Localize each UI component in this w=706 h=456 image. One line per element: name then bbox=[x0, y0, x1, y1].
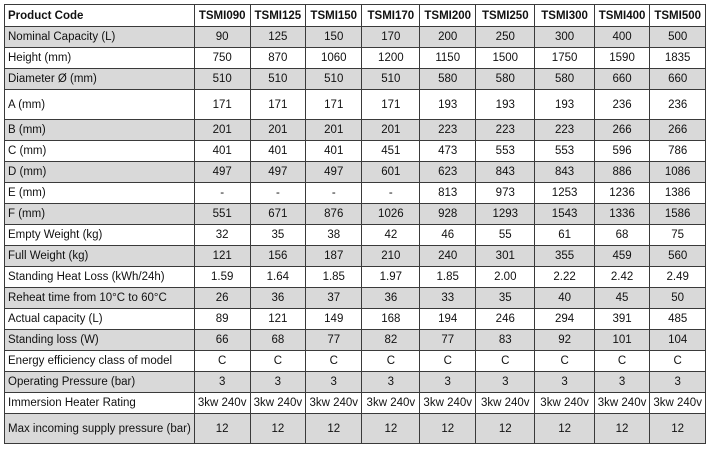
row-label: Max incoming supply pressure (bar) bbox=[5, 414, 195, 444]
table-cell: 50 bbox=[650, 288, 706, 309]
table-body bbox=[5, 27, 706, 444]
table-cell: 68 bbox=[594, 225, 650, 246]
table-row bbox=[5, 414, 706, 444]
table-row bbox=[5, 204, 706, 225]
table-cell: 1.64 bbox=[250, 267, 306, 288]
table-cell: 1253 bbox=[535, 183, 594, 204]
table-cell: 3 bbox=[194, 372, 250, 393]
table-cell: 236 bbox=[650, 90, 706, 120]
table-cell: 171 bbox=[306, 90, 362, 120]
table-cell: 168 bbox=[362, 309, 420, 330]
table-cell: 355 bbox=[535, 246, 594, 267]
table-cell: 193 bbox=[476, 90, 535, 120]
table-row bbox=[5, 246, 706, 267]
table-cell: 75 bbox=[650, 225, 706, 246]
table-cell: 580 bbox=[420, 69, 476, 90]
row-label: Actual capacity (L) bbox=[5, 309, 195, 330]
spec-table bbox=[4, 4, 706, 444]
table-cell: 1150 bbox=[420, 48, 476, 69]
table-cell: 553 bbox=[535, 141, 594, 162]
table-cell: 201 bbox=[362, 120, 420, 141]
column-header-model: TSMI250 bbox=[476, 5, 535, 27]
table-cell: 45 bbox=[594, 288, 650, 309]
table-row bbox=[5, 120, 706, 141]
table-row bbox=[5, 69, 706, 90]
table-cell: 201 bbox=[194, 120, 250, 141]
column-header-model: TSMI125 bbox=[250, 5, 306, 27]
table-cell: 266 bbox=[650, 120, 706, 141]
column-header-model: TSMI500 bbox=[650, 5, 706, 27]
table-cell: 90 bbox=[194, 27, 250, 48]
table-cell: 12 bbox=[535, 414, 594, 444]
table-cell: 401 bbox=[194, 141, 250, 162]
table-cell: - bbox=[306, 183, 362, 204]
row-label: Reheat time from 10°C to 60°C bbox=[5, 288, 195, 309]
table-cell: 553 bbox=[476, 141, 535, 162]
table-row bbox=[5, 48, 706, 69]
table-row bbox=[5, 225, 706, 246]
table-cell: 596 bbox=[594, 141, 650, 162]
table-cell: 1236 bbox=[594, 183, 650, 204]
table-cell: 3kw 240v bbox=[420, 393, 476, 414]
table-cell: 551 bbox=[194, 204, 250, 225]
table-cell: - bbox=[362, 183, 420, 204]
table-cell: 3kw 240v bbox=[535, 393, 594, 414]
table-cell: 12 bbox=[594, 414, 650, 444]
table-cell: - bbox=[194, 183, 250, 204]
table-cell: 301 bbox=[476, 246, 535, 267]
table-cell: 497 bbox=[194, 162, 250, 183]
table-cell: 2.42 bbox=[594, 267, 650, 288]
table-cell: C bbox=[306, 351, 362, 372]
row-label: Height (mm) bbox=[5, 48, 195, 69]
table-cell: 391 bbox=[594, 309, 650, 330]
table-cell: 170 bbox=[362, 27, 420, 48]
table-cell: C bbox=[420, 351, 476, 372]
table-cell: 83 bbox=[476, 330, 535, 351]
table-cell: 2.00 bbox=[476, 267, 535, 288]
table-row bbox=[5, 393, 706, 414]
row-label: F (mm) bbox=[5, 204, 195, 225]
table-cell: 1200 bbox=[362, 48, 420, 69]
table-cell: C bbox=[194, 351, 250, 372]
table-cell: 40 bbox=[535, 288, 594, 309]
table-row bbox=[5, 288, 706, 309]
table-cell: 870 bbox=[250, 48, 306, 69]
column-header-model: TSMI090 bbox=[194, 5, 250, 27]
table-cell: 876 bbox=[306, 204, 362, 225]
table-cell: 250 bbox=[476, 27, 535, 48]
table-row bbox=[5, 351, 706, 372]
table-cell: 1086 bbox=[650, 162, 706, 183]
table-cell: 451 bbox=[362, 141, 420, 162]
table-cell: 973 bbox=[476, 183, 535, 204]
table-cell: 32 bbox=[194, 225, 250, 246]
table-cell: 12 bbox=[420, 414, 476, 444]
table-cell: 35 bbox=[476, 288, 535, 309]
table-cell: 1500 bbox=[476, 48, 535, 69]
table-cell: 3 bbox=[306, 372, 362, 393]
table-row bbox=[5, 372, 706, 393]
table-cell: 104 bbox=[650, 330, 706, 351]
row-label: Nominal Capacity (L) bbox=[5, 27, 195, 48]
table-cell: 2.49 bbox=[650, 267, 706, 288]
row-label: Standing Heat Loss (kWh/24h) bbox=[5, 267, 195, 288]
table-cell: 497 bbox=[250, 162, 306, 183]
table-cell: 36 bbox=[250, 288, 306, 309]
table-cell: 35 bbox=[250, 225, 306, 246]
table-cell: 601 bbox=[362, 162, 420, 183]
table-cell: 193 bbox=[535, 90, 594, 120]
row-label: Energy efficiency class of model bbox=[5, 351, 195, 372]
table-cell: 928 bbox=[420, 204, 476, 225]
table-cell: 46 bbox=[420, 225, 476, 246]
table-cell: 77 bbox=[420, 330, 476, 351]
table-cell: 12 bbox=[250, 414, 306, 444]
table-cell: 101 bbox=[594, 330, 650, 351]
table-cell: 401 bbox=[250, 141, 306, 162]
table-cell: 223 bbox=[420, 120, 476, 141]
table-cell: 1026 bbox=[362, 204, 420, 225]
row-label: E (mm) bbox=[5, 183, 195, 204]
table-cell: 42 bbox=[362, 225, 420, 246]
table-cell: 223 bbox=[476, 120, 535, 141]
table-cell: - bbox=[250, 183, 306, 204]
table-cell: 660 bbox=[650, 69, 706, 90]
table-cell: 171 bbox=[250, 90, 306, 120]
table-cell: 223 bbox=[535, 120, 594, 141]
table-cell: 3kw 240v bbox=[594, 393, 650, 414]
table-cell: C bbox=[250, 351, 306, 372]
table-cell: 886 bbox=[594, 162, 650, 183]
table-cell: 1.97 bbox=[362, 267, 420, 288]
table-cell: C bbox=[594, 351, 650, 372]
column-header-model: TSMI200 bbox=[420, 5, 476, 27]
table-cell: 150 bbox=[306, 27, 362, 48]
table-cell: 236 bbox=[594, 90, 650, 120]
table-cell: 1750 bbox=[535, 48, 594, 69]
table-cell: 401 bbox=[306, 141, 362, 162]
table-cell: 26 bbox=[194, 288, 250, 309]
column-header-model: TSMI150 bbox=[306, 5, 362, 27]
table-cell: 201 bbox=[250, 120, 306, 141]
column-header-product-code: Product Code bbox=[5, 5, 195, 27]
table-cell: 200 bbox=[420, 27, 476, 48]
table-row bbox=[5, 162, 706, 183]
table-row bbox=[5, 267, 706, 288]
table-cell: 510 bbox=[306, 69, 362, 90]
table-cell: 3kw 240v bbox=[250, 393, 306, 414]
table-cell: 82 bbox=[362, 330, 420, 351]
table-cell: 1386 bbox=[650, 183, 706, 204]
table-cell: 813 bbox=[420, 183, 476, 204]
table-cell: 510 bbox=[362, 69, 420, 90]
table-cell: 510 bbox=[194, 69, 250, 90]
row-label: D (mm) bbox=[5, 162, 195, 183]
row-label: C (mm) bbox=[5, 141, 195, 162]
table-cell: 2.22 bbox=[535, 267, 594, 288]
table-cell: 400 bbox=[594, 27, 650, 48]
table-cell: C bbox=[535, 351, 594, 372]
table-cell: 12 bbox=[362, 414, 420, 444]
table-cell: 459 bbox=[594, 246, 650, 267]
row-label: Empty Weight (kg) bbox=[5, 225, 195, 246]
row-label: Standing loss (W) bbox=[5, 330, 195, 351]
table-cell: 1543 bbox=[535, 204, 594, 225]
row-label: B (mm) bbox=[5, 120, 195, 141]
table-cell: 240 bbox=[420, 246, 476, 267]
table-cell: 171 bbox=[194, 90, 250, 120]
table-cell: 66 bbox=[194, 330, 250, 351]
table-row bbox=[5, 90, 706, 120]
table-cell: 3kw 240v bbox=[476, 393, 535, 414]
table-cell: 121 bbox=[194, 246, 250, 267]
table-row bbox=[5, 141, 706, 162]
table-cell: 156 bbox=[250, 246, 306, 267]
table-cell: 660 bbox=[594, 69, 650, 90]
table-cell: 3 bbox=[594, 372, 650, 393]
table-cell: 246 bbox=[476, 309, 535, 330]
table-cell: 3kw 240v bbox=[650, 393, 706, 414]
table-cell: 3 bbox=[420, 372, 476, 393]
table-cell: C bbox=[362, 351, 420, 372]
table-cell: 77 bbox=[306, 330, 362, 351]
table-cell: 1.59 bbox=[194, 267, 250, 288]
table-cell: C bbox=[476, 351, 535, 372]
table-cell: 12 bbox=[650, 414, 706, 444]
column-header-model: TSMI400 bbox=[594, 5, 650, 27]
table-cell: 1586 bbox=[650, 204, 706, 225]
table-cell: 750 bbox=[194, 48, 250, 69]
table-cell: 1293 bbox=[476, 204, 535, 225]
table-cell: 3 bbox=[250, 372, 306, 393]
table-row bbox=[5, 183, 706, 204]
table-cell: 3 bbox=[650, 372, 706, 393]
table-cell: 485 bbox=[650, 309, 706, 330]
table-cell: 38 bbox=[306, 225, 362, 246]
table-cell: 194 bbox=[420, 309, 476, 330]
row-label: Diameter Ø (mm) bbox=[5, 69, 195, 90]
table-cell: 33 bbox=[420, 288, 476, 309]
table-cell: 786 bbox=[650, 141, 706, 162]
row-label: Full Weight (kg) bbox=[5, 246, 195, 267]
table-cell: 1060 bbox=[306, 48, 362, 69]
table-header-row bbox=[5, 5, 706, 27]
table-cell: 37 bbox=[306, 288, 362, 309]
table-cell: 580 bbox=[476, 69, 535, 90]
table-cell: 89 bbox=[194, 309, 250, 330]
table-cell: 843 bbox=[535, 162, 594, 183]
table-row bbox=[5, 27, 706, 48]
table-cell: 1336 bbox=[594, 204, 650, 225]
table-cell: 121 bbox=[250, 309, 306, 330]
table-cell: 149 bbox=[306, 309, 362, 330]
table-cell: 12 bbox=[194, 414, 250, 444]
table-cell: 1.85 bbox=[420, 267, 476, 288]
table-cell: 61 bbox=[535, 225, 594, 246]
row-label: A (mm) bbox=[5, 90, 195, 120]
table-cell: 55 bbox=[476, 225, 535, 246]
table-cell: 12 bbox=[476, 414, 535, 444]
column-header-model: TSMI170 bbox=[362, 5, 420, 27]
table-cell: 3kw 240v bbox=[362, 393, 420, 414]
table-cell: 3 bbox=[362, 372, 420, 393]
table-cell: 671 bbox=[250, 204, 306, 225]
table-cell: C bbox=[650, 351, 706, 372]
table-cell: 210 bbox=[362, 246, 420, 267]
table-row bbox=[5, 330, 706, 351]
table-cell: 1.85 bbox=[306, 267, 362, 288]
table-cell: 3 bbox=[535, 372, 594, 393]
table-cell: 500 bbox=[650, 27, 706, 48]
table-cell: 294 bbox=[535, 309, 594, 330]
table-cell: 193 bbox=[420, 90, 476, 120]
table-cell: 125 bbox=[250, 27, 306, 48]
table-cell: 497 bbox=[306, 162, 362, 183]
row-label: Operating Pressure (bar) bbox=[5, 372, 195, 393]
table-cell: 623 bbox=[420, 162, 476, 183]
table-cell: 560 bbox=[650, 246, 706, 267]
table-cell: 3kw 240v bbox=[306, 393, 362, 414]
table-cell: 12 bbox=[306, 414, 362, 444]
table-cell: 1590 bbox=[594, 48, 650, 69]
table-cell: 92 bbox=[535, 330, 594, 351]
table-cell: 580 bbox=[535, 69, 594, 90]
table-cell: 201 bbox=[306, 120, 362, 141]
table-cell: 68 bbox=[250, 330, 306, 351]
table-cell: 300 bbox=[535, 27, 594, 48]
table-cell: 36 bbox=[362, 288, 420, 309]
row-label: Immersion Heater Rating bbox=[5, 393, 195, 414]
table-cell: 510 bbox=[250, 69, 306, 90]
column-header-model: TSMI300 bbox=[535, 5, 594, 27]
table-cell: 187 bbox=[306, 246, 362, 267]
table-cell: 1835 bbox=[650, 48, 706, 69]
table-cell: 3 bbox=[476, 372, 535, 393]
spec-table-container bbox=[4, 4, 706, 444]
table-cell: 171 bbox=[362, 90, 420, 120]
table-cell: 3kw 240v bbox=[194, 393, 250, 414]
table-cell: 843 bbox=[476, 162, 535, 183]
table-row bbox=[5, 309, 706, 330]
table-cell: 473 bbox=[420, 141, 476, 162]
table-cell: 266 bbox=[594, 120, 650, 141]
